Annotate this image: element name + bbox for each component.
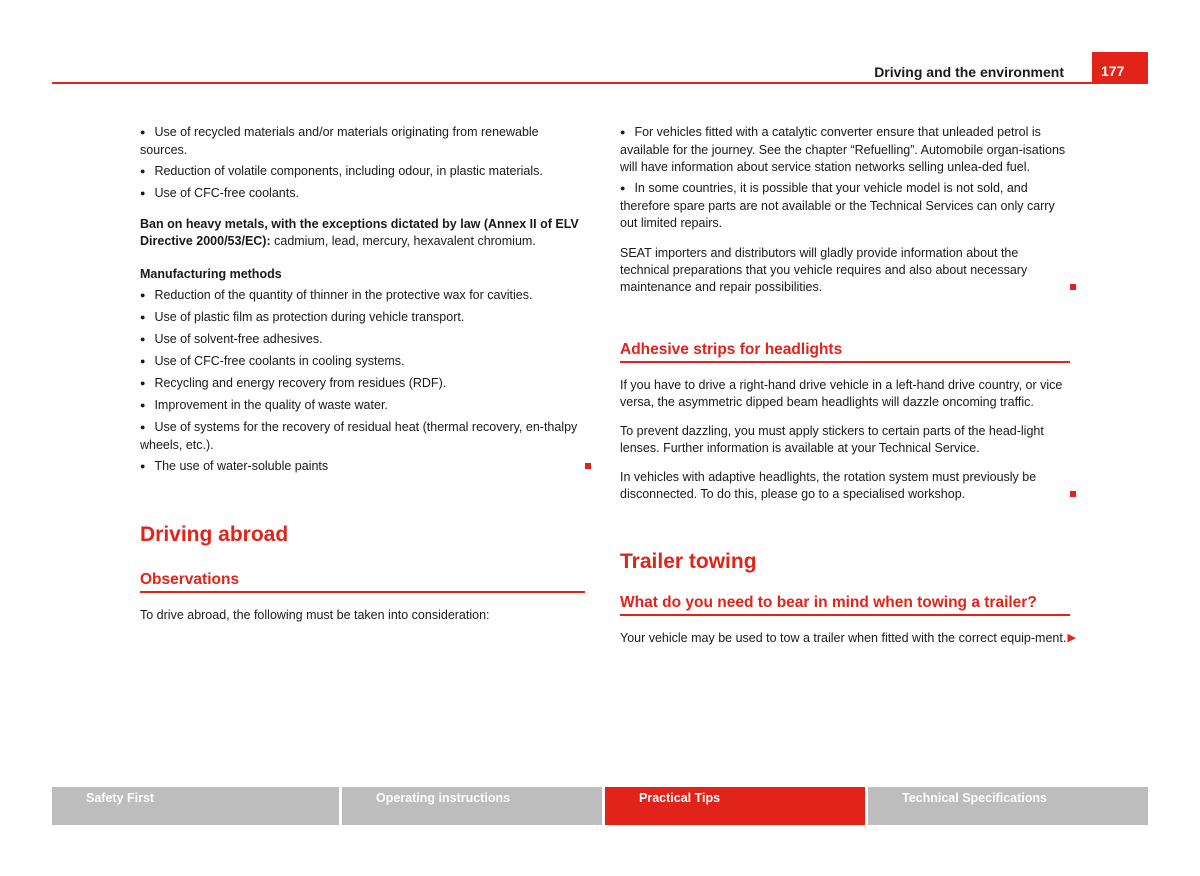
header-rule <box>52 82 1148 84</box>
observations-text: To drive abroad, the following must be taken into consideration: <box>140 608 490 622</box>
list-item: ● Use of CFC-free coolants in cooling systems. <box>140 353 585 371</box>
list-item: ● Use of CFC-free coolants. <box>140 185 585 203</box>
chapter-title: Driving and the environment <box>874 64 1064 80</box>
left-column <box>140 124 585 628</box>
subsection-title-adhesive: Adhesive strips for headlights <box>620 341 1070 363</box>
list-item: ● Use of recycled materials and/or materials originating from renewable sources. <box>140 124 585 159</box>
manufacturing-title: Manufacturing methods <box>140 267 282 281</box>
heavy-metals-text: cadmium, lead, mercury, hexavalent chromium. <box>270 234 536 248</box>
list-item: ● Use of solvent-free adhesives. <box>140 331 585 349</box>
list-item: ● Reduction of volatile components, including odour, in plastic materials. <box>140 163 585 181</box>
tab-practical-tips[interactable]: Practical Tips <box>605 787 865 825</box>
section-title-driving-abroad: Driving abroad <box>140 523 289 546</box>
red-square-icon <box>1070 284 1076 290</box>
page-number: 177 <box>1101 63 1125 79</box>
tab-safety-first[interactable]: Safety First <box>52 787 339 825</box>
subsection-title-observations: Observations <box>140 571 585 593</box>
adhesive-paragraph-2: To prevent dazzling, you must apply stickers to certain parts of the head-light lenses. Further information is available at your Technical Service. <box>620 424 1044 455</box>
heavy-metals-lead: Ban on heavy metals, with the exceptions dictated by law (Annex II of ELV Directive 2000/53/EC): <box>140 217 579 248</box>
list-item: ● Use of systems for the recovery of residual heat (thermal recovery, en-thalpy wheels, etc.). <box>140 419 585 454</box>
list-item: ● For vehicles fitted with a catalytic converter ensure that unleaded petrol is available for the journey. See the chapter “Refuelling”. Automobile organ-isations will have information about service station networks selling unlea-ded fuel. <box>620 124 1070 176</box>
seat-paragraph <box>620 245 1070 296</box>
red-square-icon <box>585 463 591 469</box>
adhesive-paragraph-3 <box>620 469 1070 503</box>
footer-nav <box>52 787 1148 825</box>
list-item: ● Use of plastic film as protection during vehicle transport. <box>140 309 585 327</box>
section-title-trailer-towing: Trailer towing <box>620 550 757 573</box>
list-item: ● Improvement in the quality of waste water. <box>140 397 585 415</box>
seat-text: SEAT importers and distributors will gladly provide information about the technical preparations that you vehicle requires and also about necessary maintenance and repair possibilities. <box>620 246 1028 294</box>
tab-technical-specifications[interactable]: Technical Specifications <box>868 787 1148 825</box>
list-item: ● Recycling and energy recovery from residues (RDF). <box>140 375 585 393</box>
tab-operating-instructions[interactable]: Operating instructions <box>342 787 602 825</box>
red-square-icon <box>1070 491 1076 497</box>
red-triangle-right-icon: ▶ <box>1067 632 1076 644</box>
trailer-paragraph <box>620 630 1076 647</box>
heavy-metals-paragraph <box>140 216 585 250</box>
list-item-last <box>140 458 585 476</box>
list-item: ● In some countries, it is possible that your vehicle model is not sold, and therefore spare parts are not available or the Technical Services can only carry out limited repairs. <box>620 180 1070 232</box>
adhesive-paragraph-1: If you have to drive a right-hand drive vehicle in a left-hand drive country, or vice versa, the asymmetric dipped beam headlights will dazzle oncoming traffic. <box>620 378 1063 409</box>
subsection-title-trailer: What do you need to bear in mind when towing a trailer? <box>620 594 1070 616</box>
trailer-text: Your vehicle may be used to tow a trailer when fitted with the correct equip-ment. <box>620 631 1067 645</box>
adhesive-text-3: In vehicles with adaptive headlights, the rotation system must previously be disconnected. To do this, please go to a specialised workshop. <box>620 470 1037 501</box>
list-item-text: ● The use of water-soluble paints <box>140 459 328 473</box>
right-column <box>620 124 1076 651</box>
list-item: ● Reduction of the quantity of thinner in the protective wax for cavities. <box>140 287 585 305</box>
